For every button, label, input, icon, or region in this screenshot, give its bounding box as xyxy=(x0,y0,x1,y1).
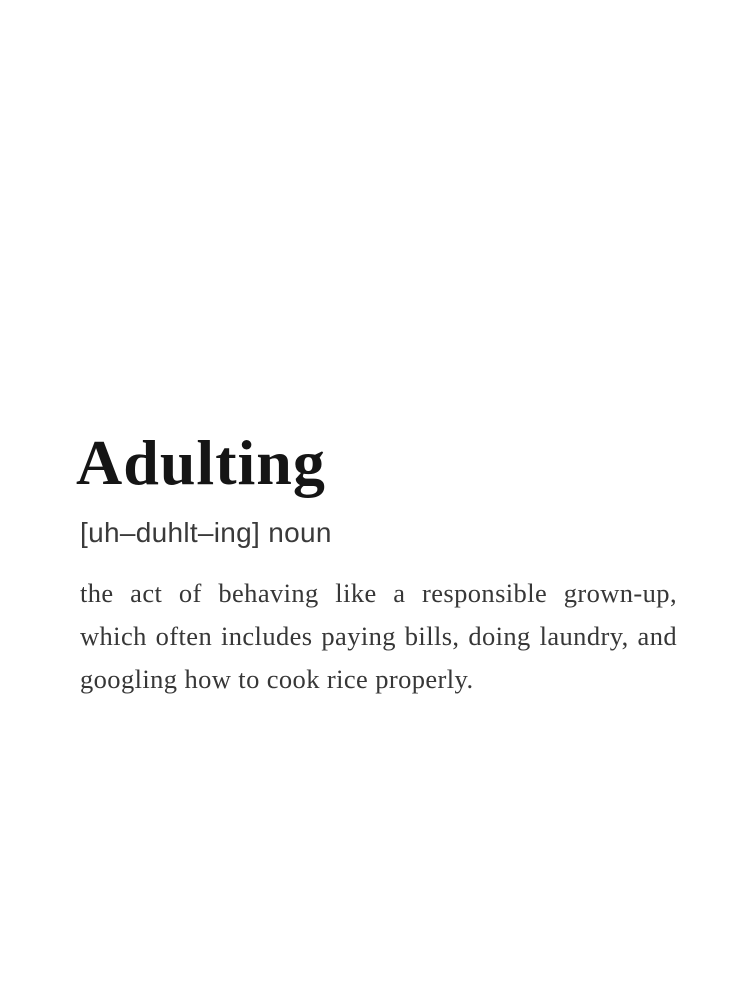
pronunciation-and-part-of-speech: [uh–duhlt–ing] noun xyxy=(80,517,332,548)
definition-text xyxy=(80,572,677,701)
word-title: Adulting xyxy=(76,427,326,498)
definition-line-3: googling how to cook rice properly. xyxy=(80,664,474,694)
definition-line-1: the act of behaving like a responsible grown-up, xyxy=(80,578,677,608)
definition-line-2: which often includes paying bills, doing laundry, and xyxy=(80,621,677,651)
